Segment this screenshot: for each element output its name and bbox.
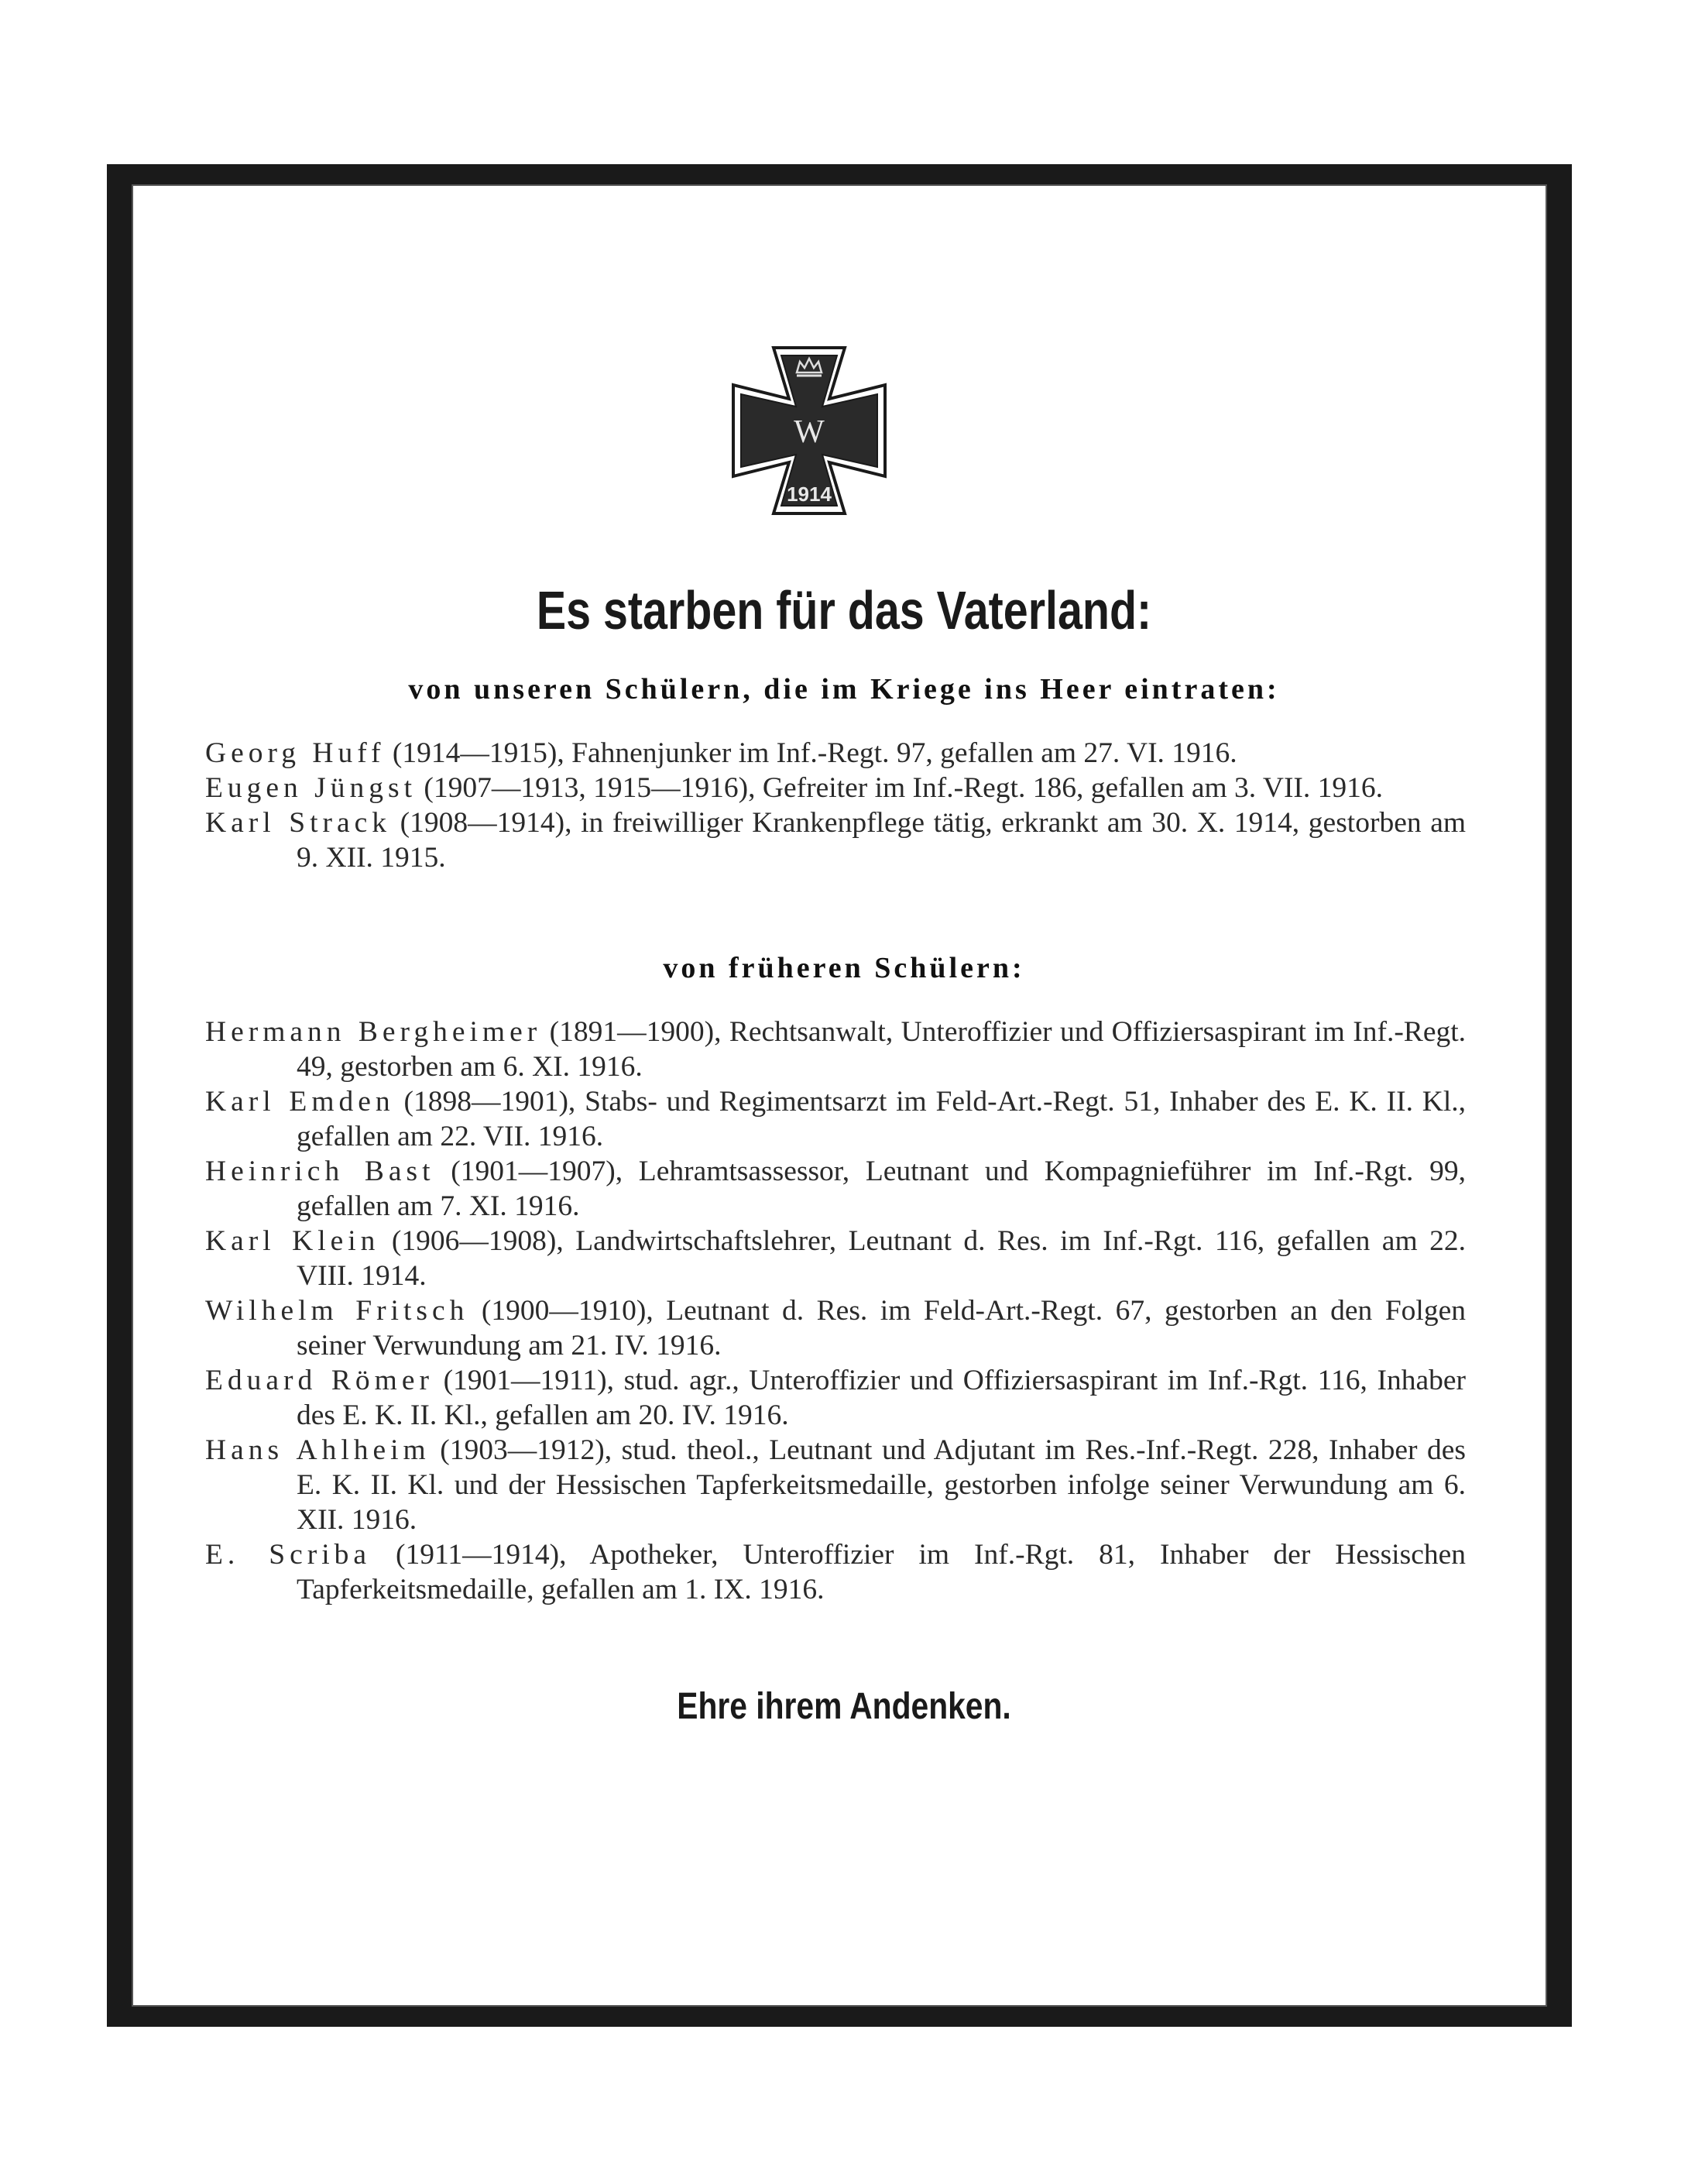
section-heading-current-students: von unseren Schülern, die im Kriege ins Heer eintraten: [408,673,1280,706]
list-item [205,1015,1466,1084]
entry-text: (1903—1912), stud. theol., Leutnant und Adjutant im Res.-Inf.-Regt. 228, Inhaber des E. K. II. Kl. und der Hessischen Tapferkeitsmedaille, gestorben infolge seiner Verwundung am 6. XII. 1916. [297,1434,1467,1536]
entry-name: Karl Klein [205,1225,380,1257]
list-item [205,1293,1466,1363]
entry-text: (1906—1908), Landwirtschaftslehrer, Leutnant d. Res. im Inf.-Rgt. 116, gefallen am 22. VIII. 1914. [297,1225,1466,1292]
closing-line: Ehre ihrem Andenken. [677,1686,1011,1727]
casualty-list-current-students [205,736,1466,875]
entry-name: E. Scriba [205,1539,372,1571]
entry-name: Georg Huff [205,737,386,769]
list-item [205,771,1466,805]
entry-name: Eduard Römer [205,1365,434,1396]
iron-cross-icon [732,346,887,515]
emblem-year: 1914 [787,482,832,506]
section-heading-former-students: von früheren Schülern: [663,952,1025,984]
entry-text: (1907—1913, 1915—1916), Gefreiter im Inf.-Regt. 186, gefallen am 3. VII. 1916. [417,772,1384,804]
entry-name: Wilhelm Fritsch [205,1295,469,1327]
list-item [205,805,1466,875]
entry-text: (1891—1900), Rechtsanwalt, Unteroffizier und Offiziersaspirant im Inf.-Regt. 49, gestorben am 6. XI. 1916. [297,1016,1467,1083]
entry-name: Karl Emden [205,1086,395,1118]
entry-name: Heinrich Bast [205,1156,435,1187]
entry-text: (1901—1911), stud. agr., Unteroffizier und Offiziersaspirant im Inf.-Rgt. 116, Inhaber des E. K. II. Kl., gefallen am 20. IV. 1916. [297,1365,1466,1431]
entry-text: (1900—1910), Leutnant d. Res. im Feld-Art.-Regt. 67, gestorben an den Folgen seiner Verwundung am 21. IV. 1916. [297,1295,1466,1362]
entry-name: Eugen Jüngst [205,772,417,804]
emblem-letter: W [794,414,825,450]
list-item [205,1433,1466,1537]
list-item [205,1537,1466,1607]
entry-text: (1901—1907), Lehramtsassessor, Leutnant und Kompagnieführer im Inf.-Rgt. 99, gefallen am 7. XI. 1916. [297,1156,1466,1222]
entry-name: Hans Ahlheim [205,1434,431,1466]
list-item [205,1363,1466,1433]
list-item [205,1224,1466,1293]
entry-text: (1911—1914), Apotheker, Unteroffizier im Inf.-Rgt. 81, Inhaber der Hessischen Tapferkeitsmedaille, gefallen am 1. IX. 1916. [297,1539,1466,1605]
casualty-list-former-students [205,1015,1466,1607]
entry-text: (1908—1914), in freiwilliger Krankenpflege tätig, erkrankt am 30. X. 1914, gestorben am 9. XII. 1915. [297,807,1467,874]
entry-name: Karl Strack [205,807,392,839]
entry-text: (1898—1901), Stabs- und Regimentsarzt im Feld-Art.-Regt. 51, Inhaber des E. K. II. Kl., gefallen am 22. VII. 1916. [297,1086,1466,1152]
entry-text: (1914—1915), Fahnenjunker im Inf.-Regt. 97, gefallen am 27. VI. 1916. [385,737,1237,769]
list-item [205,736,1466,771]
list-item [205,1154,1466,1224]
list-item [205,1084,1466,1154]
page-title: Es starben für das Vaterland: [536,580,1152,640]
entry-name: Hermann Bergheimer [205,1016,542,1048]
